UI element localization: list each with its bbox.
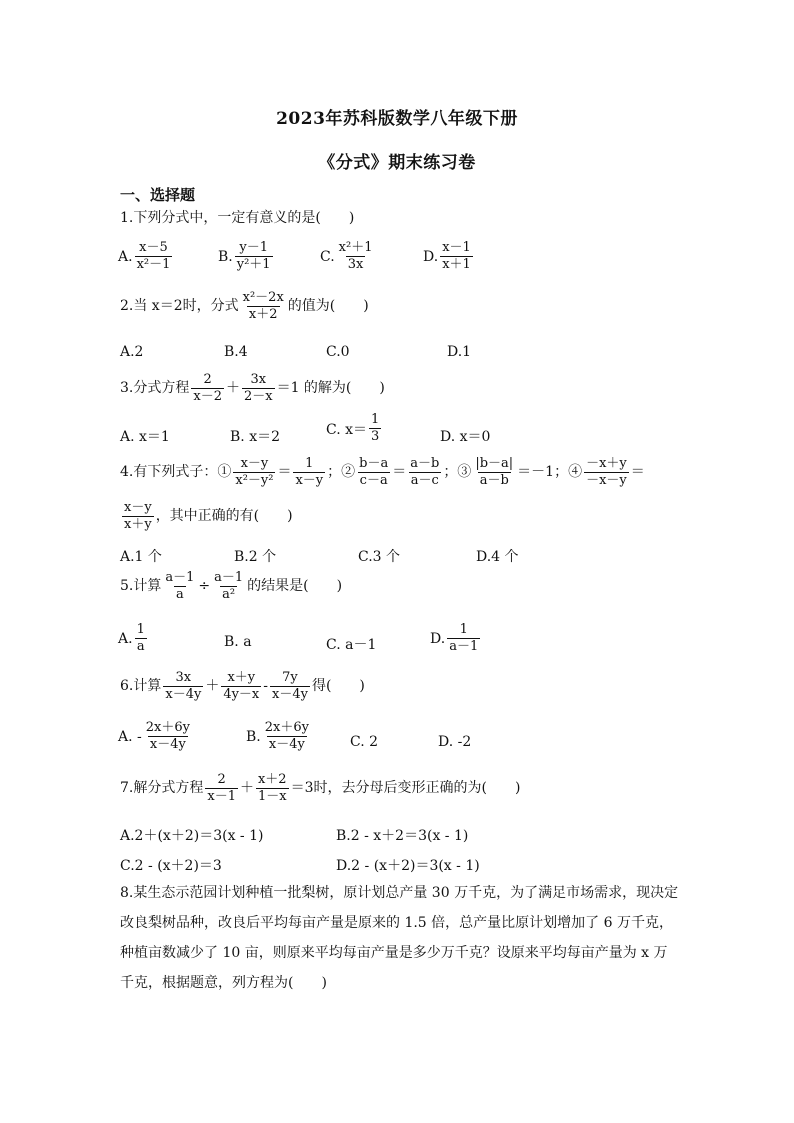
fraction: $\frac{2x+6y}{x-4y}$ — [145, 720, 190, 753]
q4-option-c: C.3 个 — [358, 549, 401, 565]
question-8-stem: 8.某生态示范园计划种植一批梨树，原计划总产量 30 万千克，为了满足市场需求，现决定改良梨树品种，改良后平均每亩产量是原来的 1.5 倍，总产量比原计划增加了 6 万千克，种植亩数减少了 10 亩，则原来平均每亩产量是多少万千克？设原来平均每亩产量为 x 万千克，根据题意，列方程为( ) — [120, 885, 679, 991]
q2-option-b: B.4 — [224, 344, 248, 360]
question-7-stem: 7.解分式方程 $\frac{2}{x-1}$ ＋ $\frac{x+2}{1-x}$ ＝3时，去分母后变形正确的为( ) — [120, 772, 521, 805]
q7-option-b: B.2 - x＋2＝3(x - 1) — [336, 828, 469, 844]
q7-option-a: A.2＋(x＋2)＝3(x - 1) — [120, 828, 264, 844]
q3-option-d: D. x＝0 — [440, 429, 491, 445]
fraction: $\frac{x-y}{x+y}$ — [124, 500, 152, 533]
fraction: $\frac{x+y}{4y-x}$ — [223, 670, 260, 703]
q5-option-a: A. $\frac{1}{a}$ — [118, 622, 145, 655]
q7-option-c: C.2 - (x＋2)＝3 — [120, 858, 222, 874]
fraction: $\frac{y-1}{\text{y²＋1}}$ — [236, 240, 271, 273]
question-5-stem: 5.计算 $\frac{a-1}{a}$ ÷ $\frac{a-1}{\text{a²}}$ 的结果是( ) — [120, 570, 343, 603]
q6-option-d: D. -2 — [438, 734, 472, 750]
fraction: $\frac{x-y}{\text{x²－y²}}$ — [235, 456, 274, 489]
question-1-stem: 1.下列分式中，一定有意义的是( ) — [120, 210, 355, 226]
fraction: $\frac{1}{x-y}$ — [295, 456, 324, 489]
q1-option-d: D. $\frac{x-1}{x+1}$ — [423, 240, 471, 273]
fraction: $\frac{b-a}{c-a}$ — [359, 456, 389, 489]
fraction: $\frac{1}{a-1}$ — [449, 622, 479, 655]
fraction: $\frac{x-5}{\text{x²－1}}$ — [136, 240, 171, 273]
q5-option-b: B. a — [224, 634, 252, 650]
fraction: $\frac{3x}{2-x}$ — [243, 372, 273, 405]
fraction: $\frac{a-1}{a}$ — [165, 570, 195, 603]
q1-option-b: B. $\frac{y-1}{\text{y²＋1}}$ — [218, 240, 271, 273]
fraction: $\frac{2x+6y}{x-4y}$ — [264, 720, 309, 753]
q7-option-d: D.2 - (x＋2)＝3(x - 1) — [336, 858, 480, 874]
q4-option-d: D.4 个 — [476, 549, 519, 565]
q2-option-c: C.0 — [326, 344, 350, 360]
fraction: $\frac{7y}{x-4y}$ — [272, 670, 308, 703]
q4-option-a: A.1 个 — [120, 549, 162, 565]
fraction: $\frac{|b-a|}{a-b}$ — [475, 456, 514, 489]
q4-option-b: B.2 个 — [234, 549, 277, 565]
section-heading: 一、选择题 — [120, 186, 196, 204]
q5-option-c: C. a－1 — [326, 637, 377, 653]
fraction: $\frac{3x}{x-4y}$ — [165, 670, 202, 703]
question-4-stem-cont: $\frac{x-y}{x+y}$ ，其中正确的有( ) — [124, 500, 293, 533]
fraction: $\frac{a-1}{\text{a²}}$ — [214, 570, 244, 603]
question-2-stem: 2.当 x＝2时，分式 $\frac{\text{x²－2x}}{x+2}$ 的值为( ) — [120, 290, 369, 323]
question-6-stem: 6.计算 $\frac{3x}{x-4y}$ ＋ $\frac{x+y}{4y-x}$ - $\frac{7y}{x-4y}$ 得( ) — [120, 670, 365, 703]
fraction: $\frac{\text{x²＋1}}{3x}$ — [338, 240, 373, 273]
question-3-stem: 3.分式方程 $\frac{2}{x-2}$ ＋ $\frac{3x}{2-x}$ ＝1 的解为( ) — [120, 372, 385, 405]
q6-option-c: C. 2 — [350, 734, 379, 750]
fraction: $\frac{x-1}{x+1}$ — [442, 240, 471, 273]
q6-option-b: B. $\frac{2x+6y}{x-4y}$ — [246, 720, 309, 753]
q5-option-d: D. $\frac{1}{a-1}$ — [430, 622, 479, 655]
fraction: $\frac{2}{x-2}$ — [193, 372, 222, 405]
q3-option-c: C. x＝ $\frac{1}{3}$ — [326, 412, 380, 445]
document-subtitle: 《分式》期末练习卷 — [318, 153, 476, 173]
document-title: 2023年苏科版数学八年级下册 — [276, 109, 518, 129]
q2-option-d: D.1 — [447, 344, 472, 360]
fraction: $\frac{x+2}{1-x}$ — [257, 772, 287, 805]
q6-option-a: A. - $\frac{2x+6y}{x-4y}$ — [118, 720, 190, 753]
q3-option-a: A. x＝1 — [120, 429, 170, 445]
question-4-stem: 4.有下列式子：① $\frac{x-y}{\text{x²－y²}}$ ＝ $\frac{1}{x-y}$ ；② $\frac{b-a}{c-a}$ ＝ $\frac{a-b}{a-c}$ ；③ $\frac{|b-a|}{a-b}$ ＝－1；④ $\frac{-x+y}{-x-y}$ ＝ — [120, 456, 645, 489]
fraction: $\frac{-x+y}{-x-y}$ — [586, 456, 627, 489]
q3-option-b: B. x＝2 — [230, 429, 280, 445]
fraction: $\frac{1}{3}$ — [371, 412, 380, 445]
fraction: $\frac{\text{x²－2x}}{x+2}$ — [242, 290, 284, 323]
fraction: $\frac{1}{a}$ — [136, 622, 145, 655]
fraction: $\frac{a-b}{a-c}$ — [410, 456, 440, 489]
q2-option-a: A.2 — [120, 344, 144, 360]
q1-option-c: C. $\frac{\text{x²＋1}}{3x}$ — [320, 240, 373, 273]
q1-option-a: A. $\frac{x-5}{\text{x²－1}}$ — [118, 240, 171, 273]
fraction: $\frac{2}{x-1}$ — [207, 772, 236, 805]
